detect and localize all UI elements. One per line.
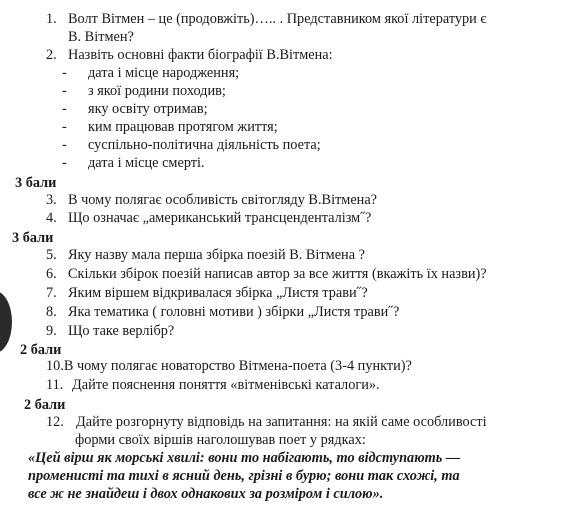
question-11 — [46, 376, 380, 394]
score-label: 2 бали — [24, 397, 66, 413]
question-1-text: Волт Вітмен – це (продовжіть)….. . Представником якої літератури є — [68, 11, 487, 27]
bullet-text: ким працював протягом життя; — [88, 119, 278, 135]
question-12-number: 12. — [46, 414, 64, 430]
question-4-number: 4. — [46, 210, 57, 226]
bullet-item — [62, 118, 278, 136]
question-3-number: 3. — [46, 192, 57, 208]
question-10: 10.В чому полягає новаторство Вітмена-поета (3-4 пункти)? — [46, 358, 412, 374]
bullet-dash: - — [62, 83, 67, 99]
question-2-text: Назвіть основні факти біографії В.Вітмена: — [68, 47, 333, 63]
question-7-number: 7. — [46, 285, 57, 301]
question-5-text: Яку назву мала перша збірка поезій В. Вітмена ? — [68, 247, 365, 263]
bullet-item — [62, 100, 208, 118]
bullet-text: суспільно-політична діяльність поета; — [88, 137, 321, 153]
question-9 — [46, 322, 174, 340]
bullet-text: з якої родини походив; — [88, 83, 226, 99]
question-9-text: Що таке верлібр? — [68, 323, 175, 339]
bullet-item — [62, 136, 321, 154]
question-7-text: Яким віршем відкривалася збірка „Листя трави˝? — [68, 285, 368, 301]
page-edge-dark-shape — [0, 291, 12, 353]
question-4 — [46, 209, 371, 227]
bullet-dash: - — [62, 137, 67, 153]
question-7 — [46, 284, 368, 302]
question-6-number: 6. — [46, 266, 57, 282]
question-1-number: 1. — [46, 11, 57, 27]
question-12-line-2: форми своїх віршів наголошував поет у рядках: — [75, 432, 366, 448]
question-6-text: Скільки збірок поезій написав автор за все життя (вкажіть їх назви)? — [68, 266, 487, 282]
bullet-item — [62, 154, 205, 172]
bullet-item — [62, 64, 239, 82]
question-2-number: 2. — [46, 47, 57, 63]
question-1-line-2: В. Вітмен? — [68, 29, 134, 45]
bullet-text: дата і місце смерті. — [88, 155, 205, 171]
bullet-dash: - — [62, 119, 67, 135]
question-12-line-1 — [46, 413, 487, 431]
bullet-dash: - — [62, 101, 67, 117]
question-8 — [46, 303, 399, 321]
question-1-line-1 — [46, 10, 487, 28]
question-12-text: Дайте розгорнуту відповідь на запитання: на якій саме особливості — [76, 414, 487, 430]
question-3 — [46, 191, 377, 209]
bullet-item — [62, 82, 226, 100]
bullet-dash: - — [62, 65, 67, 81]
question-5-number: 5. — [46, 247, 57, 263]
question-11-number: 11. — [46, 377, 64, 393]
score-label: 3 бали — [12, 230, 54, 246]
quote-line-2: променисті та тихі в ясний день, грізні в бурю; вони так схожі, та — [28, 468, 460, 484]
score-label: 3 бали — [15, 175, 57, 191]
question-9-number: 9. — [46, 323, 57, 339]
question-3-text: В чому полягає особливість світогляду В.Вітмена? — [68, 192, 378, 208]
bullet-text: дата і місце народження; — [88, 65, 240, 81]
question-4-text: Що означає „американський трансценденталізм˝? — [68, 210, 372, 226]
question-11-text: Дайте пояснення поняття «вітменівські каталоги». — [72, 377, 380, 393]
bullet-text: яку освіту отримав; — [88, 101, 208, 117]
question-5 — [46, 246, 365, 264]
quote-line-1: «Цей вірш як морські хвилі: вони то набігають, то відступають — — [28, 450, 461, 466]
bullet-dash: - — [62, 155, 67, 171]
score-label: 2 бали — [20, 342, 62, 358]
quote-line-3: все ж не знайдеш і двох однакових за розміром і силою». — [28, 486, 384, 502]
question-8-number: 8. — [46, 304, 57, 320]
question-8-text: Яка тематика ( головні мотиви ) збірки „Листя трави˝? — [68, 304, 400, 320]
question-6 — [46, 265, 487, 283]
question-2 — [46, 46, 333, 64]
